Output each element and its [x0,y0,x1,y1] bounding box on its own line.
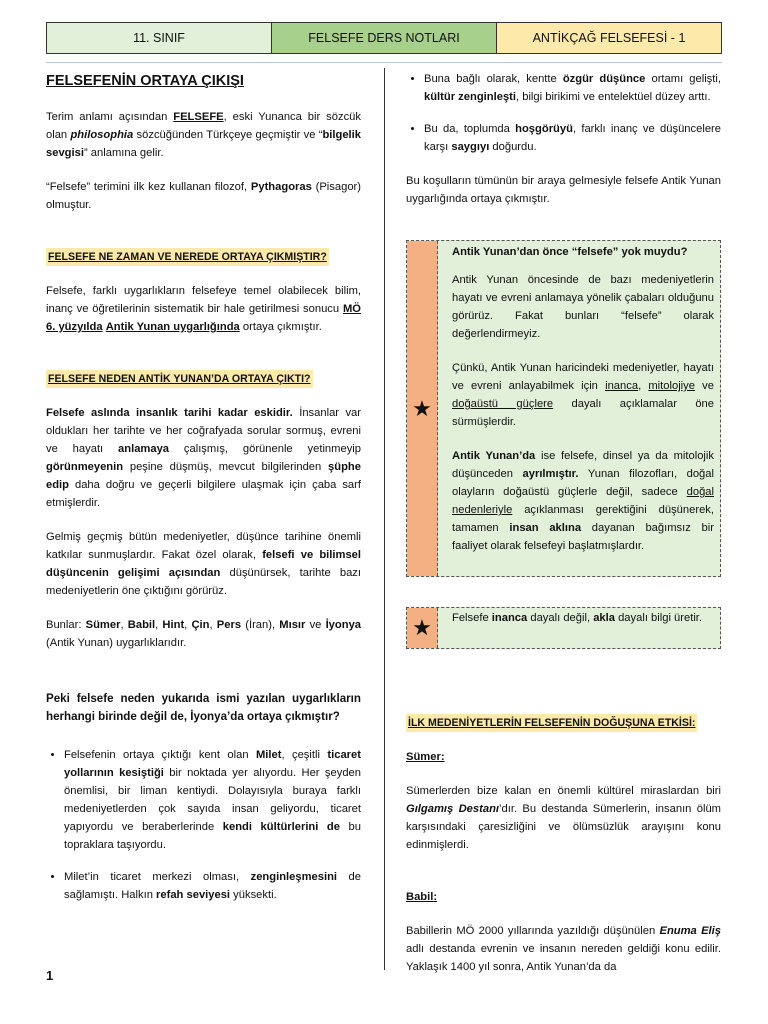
header-bar [46,22,722,54]
info-box-before-greece [406,240,721,577]
star-icon: ★ [407,241,438,576]
list-item: • Felsefenin ortaya çıktığı kent olan Milet, çeşitli ticaret yollarının kesiştiği bir noktada yer alıyordu. Her şeyden önemlisi, bir liman kentiydi. Dolayısıyla buraya farklı medeniyetlerden çok sayıda insan geliyordu, ticaret yapıyordu ve beraberlerinde kendi kültürlerini de bu topraklara taşıyordu. [64,746,361,854]
sumer-paragraph: Sümerlerden bize kalan en önemli kültürel miraslardan biri Gılgamış Destanı’dır. Bu destanda Sümerlerin, insanın ölüm karşısındaki çaresizliğini ve ölümsüzlük arayışını konu edinmişlerdi. [406,785,721,851]
header-divider [46,62,722,63]
info-box-reason [406,607,721,649]
question-paragraph: Peki felsefe neden yukarıda ismi yazılan uygarlıkların herhangi birinde değil de, İyonya’da ortaya çıkmıştır? [46,692,361,723]
section-title: FELSEFENİN ORTAYA ÇIKIŞI [46,73,244,89]
babil-paragraph: Babillerin MÖ 2000 yıllarında yazıldığı düşünülen Enuma Eliş adlı destanda evrenin ve insanın nereden geldiği konu edilir. Yaklaşık 1400 yıl sonra, Antik Yunan’da da [406,925,721,973]
reasons-list [46,746,361,904]
page-number: 1 [46,968,54,983]
info-box-paragraph-1: Antik Yunan öncesinde de bazı medeniyetlerin hayatı ve evreni anlamaya yönelik çabaları olduğunu görürüz. Fakat bunları “felsefe” olarak değerlendirmeyiz. [452,274,714,340]
heading-when-where: FELSEFE NE ZAMAN VE NEREDE ORTAYA ÇIKMIŞTIR? [46,248,329,266]
column-divider [384,68,385,970]
reasons-list-continued [406,70,721,156]
star-icon: ★ [407,608,438,648]
heading-why-greece: FELSEFE NEDEN ANTİK YUNAN’DA ORTAYA ÇIKTI? [46,370,313,388]
info-box-title: Antik Yunan’dan önce “felsefe” yok muydu? [452,246,688,258]
heading-sumer: Sümer: [406,751,445,763]
right-column [406,70,721,208]
intro-paragraph: Terim anlamı açısından FELSEFE, eski Yunanca bir sözcük olan philosophia sözcüğünden Türkçeye geçmiştir ve “bilgelik sevgisi” anlamına gelir. [46,111,361,159]
list-item: • Bu da, toplumda hoşgörüyü, farklı inanç ve düşüncelere karşı saygıyı doğurdu. [424,120,721,156]
info-box-paragraph-2: Çünkü, Antik Yunan haricindeki medeniyetler, hayatı ve evreni anlayabilmek için inanca, mitolojiye ve doğaüstü güçlere dayalı açıklamalar öne sürmüşlerdir. [452,362,715,428]
heading-civilizations-effect: İLK MEDENİYETLERİN FELSEFENİN DOĞUŞUNA ETKİSİ: [406,714,697,732]
heading-babil: Babil: [406,891,438,903]
header-subject: FELSEFE DERS NOTLARI [272,23,497,53]
header-grade: 11. SINIF [47,23,272,53]
info-box-text: Felsefe inanca dayalı değil, akla dayalı bilgi üretir. [452,612,703,624]
right-column-lower [406,714,721,976]
summary-paragraph: Bu koşulların tümünün bir araya gelmesiyle felsefe Antik Yunan uygarlığında ortaya çıkmıştır. [406,175,721,205]
info-box-paragraph-3: Antik Yunan’da ise felsefe, dinsel ya da mitolojik düşünceden ayrılmıştır. Yunan filozofları, doğal olayların doğaüstü güçlerle değil, sadece doğal nedenleriyle açıklanması gerektiğini düşünerek, tamamen insan aklına dayanan bağımsız bir faaliyet olarak felsefeyi başlatmışlardır. [452,450,714,552]
why-paragraph-1: Felsefe aslında insanlık tarihi kadar eskidir. İnsanlar var oldukları her tarihte ve her coğrafyada sorular sormuş, evreni ve hayatı anlamaya çalışmış, görünenle yetinmeyip görünmeyenin peşine düşmüş, mevcut bilgilerinden şüphe edip daha doğru ve geçerli bilgilere ulaşmak için çaba sarf etmişlerdir. [46,407,361,509]
pythagoras-paragraph: “Felsefe” terimini ilk kez kullanan filozof, Pythagoras (Pisagor) olmuştur. [46,181,361,211]
when-paragraph: Felsefe, farklı uygarlıkların felsefeye temel olabilecek bilim, inanç ve öğretilerinin sistematik bir hale getirilmesi sonucu MÖ 6. yüzyılda Antik Yunan uygarlığında ortaya çıkmıştır. [46,285,361,333]
left-column [46,70,361,904]
why-paragraph-2: Gelmiş geçmiş bütün medeniyetler, düşünce tarihine önemli katkılar sunmuşlardır. Fakat özel olarak, felsefi ve bilimsel düşüncenin gelişimi açısından düşünürsek, tarihte bazı medeniyetlerin öne çıktığını görürüz. [46,531,362,597]
header-topic: ANTİKÇAĞ FELSEFESİ - 1 [497,23,721,53]
civilizations-paragraph: Bunlar: Sümer, Babil, Hint, Çin, Pers (İran), Mısır ve İyonya (Antik Yunan) uygarlıklarıdır. [46,619,362,649]
list-item: • Buna bağlı olarak, kentte özgür düşünce ortamı gelişti, kültür zenginleşti, bilgi birikimi ve entelektüel düzey arttı. [424,70,721,106]
list-item: • Milet’in ticaret merkezi olması, zenginleşmesini de sağlamıştı. Halkın refah seviyesi yüksekti. [64,868,361,904]
